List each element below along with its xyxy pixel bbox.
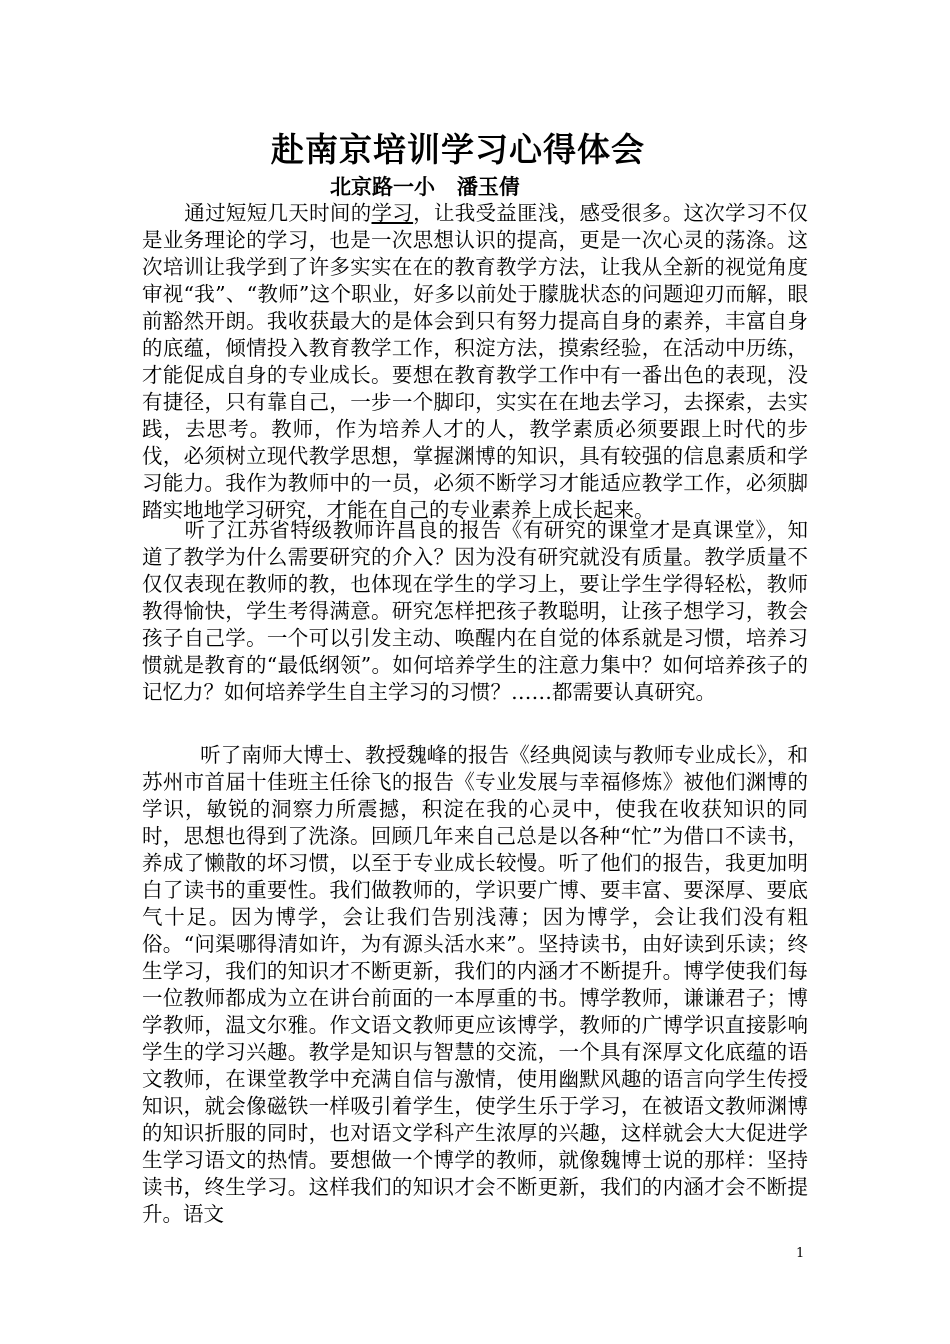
document-title: 赴南京培训学习心得体会 — [271, 130, 645, 169]
paragraph-3 — [142, 742, 808, 1228]
page-number: 1 — [796, 1246, 805, 1261]
paragraph-2 — [142, 517, 808, 706]
paragraph-1-after: ，让我受益匪浅，感受很多。这次学习不仅是业务理论的学习，也是一次思想认识的提高，更是一次心灵的荡涤。这次培训让我学到了许多实实在在的教育教学方法，让我从全新的视觉角度审视“我”、“教师”这个职业，好多以前处于朦胧状态的问题迎刃而解，眼前豁然开朗。我收获最大的是体会到只有努力提高自身的素养，丰富自身的底蕴，倾情投入教育教学工作，积淀方法，摸索经验，在活动中历练，才能促成自身的专业成长。要想在教育教学工作中有一番出色的表现，没有捷径，只有靠自己，一步一个脚印，实实在在地去学习，去探索，去实践，去思考。教师，作为培养人才的人，教学素质必须要跟上时代的步伐，必须树立现代教学思想，掌握渊博的知识，具有较强的信息素质和学习能力。我作为教师中的一员，必须不断学习才能适应教学工作，必须脚踏实地地学习研究，才能在自己的专业素养上成长起来。 — [142, 201, 809, 522]
author-line: 北京路一小 潘玉倩 — [330, 174, 520, 199]
paragraph-3-text: 听了南师大博士、教授魏峰的报告《经典阅读与教师专业成长》，和苏州市首届十佳班主任徐飞的报告《专业发展与幸福修炼》被他们渊博的学识，敏锐的洞察力所震撼，积淀在我的心灵中，使我在收获知识的同时，思想也得到了洗涤。回顾几年来自己总是以各种“忙”为借口不读书，养成了懒散的坏习惯，以至于专业成长较慢。听了他们的报告，我更加明白了读书的重要性。我们做教师的，学识要广博、要丰富、要深厚、要底气十足。因为博学，会让我们告别浅薄；因为博学，会让我们没有粗俗。“问渠哪得清如许，为有源头活水来”。坚持读书，由好读到乐读；终生学习，我们的知识才不断更新，我们的内涵才不断提升。博学使我们每一位教师都成为立在讲台前面的一本厚重的书。博学教师，谦谦君子；博学教师，温文尔雅。作文语文教师更应该博学，教师的广博学识直接影响学生的学习兴趣。教学是知识与智慧的交流，一个具有深厚文化底蕴的语文教师，在课堂教学中充满自信与激情，使用幽默风趣的语言向学生传授知识，就会像磁铁一样吸引着学生，使学生乐于学习，在被语文教师渊博的知识折服的同时，也对语文学科产生浓厚的兴趣，这样就会大大促进学生学习语文的热情。要想做一个博学的教师，就像魏博士说的那样：坚持读书，终生学习。这样我们的知识才会不断更新，我们的内涵才会不断提升。语文 — [142, 743, 808, 1226]
paragraph-2-text: 听了江苏省特级教师许昌良的报告《有研究的课堂才是真课堂》，知道了教学为什么需要研究的介入？因为没有研究就没有质量。教学质量不仅仅表现在教师的教，也体现在学生的学习上，要让学生学得轻松，教师教得愉快，学生考得满意。研究怎样把孩子教聪明，让孩子想学习，教会孩子自己学。一个可以引发主动、唤醒内在自觉的体系就是习惯，培养习惯就是教育的“最低纲领”。如何培养学生的注意力集中？如何培养孩子的记忆力？如何培养学生自主学习的习惯？……都需要认真研究。 — [142, 518, 808, 704]
underlined-word: 学习 — [371, 201, 414, 225]
paragraph-1 — [142, 200, 808, 524]
paragraph-1-before: 通过短短几天时间的 — [184, 201, 372, 225]
